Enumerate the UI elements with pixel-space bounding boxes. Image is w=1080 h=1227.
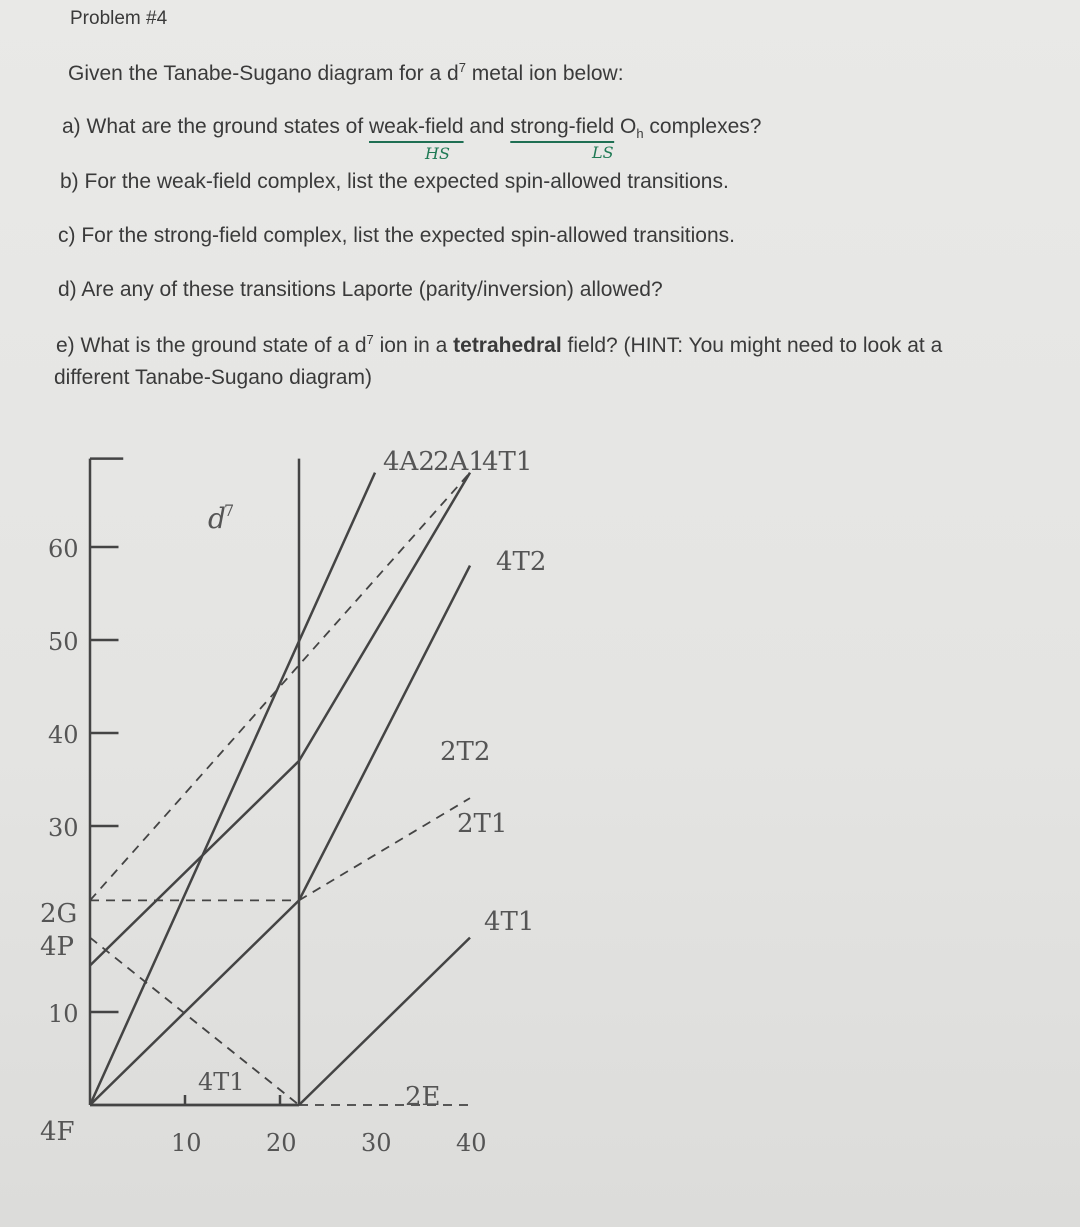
free-ion-4F: 4F bbox=[40, 1117, 75, 1147]
question-e-line2: different Tanabe-Sugano diagram) bbox=[54, 366, 372, 389]
x-tick-label-10: 10 bbox=[171, 1129, 202, 1157]
y-tick-label-50: 50 bbox=[48, 628, 79, 656]
strong-field-handwritten-note: LS bbox=[592, 143, 614, 162]
question-d: d) Are any of these transitions Laporte (parity/inversion) allowed? bbox=[58, 278, 663, 301]
series-6-seg-0 bbox=[90, 473, 470, 901]
free-ion-2G: 2G bbox=[40, 899, 78, 929]
qa-mid: and bbox=[463, 115, 511, 138]
intro-prefix: Given the Tanabe-Sugano diagram for a d bbox=[68, 62, 459, 85]
question-c: c) For the strong-field complex, list the expected spin-allowed transitions. bbox=[58, 224, 735, 247]
qa-suffix: complexes? bbox=[643, 115, 762, 138]
intro-sup: 7 bbox=[458, 60, 466, 75]
qe-bold: tetrahedral bbox=[453, 334, 562, 357]
qa-strong-field: strong-field bbox=[510, 115, 615, 138]
qa-prefix: a) What are the ground states of bbox=[62, 115, 370, 138]
chart-title-sup: 7 bbox=[224, 501, 235, 520]
qe-mid: ion in a bbox=[373, 334, 454, 357]
series-4-seg-0 bbox=[90, 473, 375, 1105]
x-tick-label-40: 40 bbox=[456, 1129, 487, 1157]
y-tick-label-60: 60 bbox=[48, 535, 79, 563]
intro-suffix: metal ion below: bbox=[465, 62, 624, 85]
qa-oh-sub: h bbox=[636, 126, 644, 142]
label-4T2: 4T2 bbox=[496, 547, 547, 577]
label-4T1-lower: 4T1 bbox=[198, 1068, 245, 1096]
series-7-seg-0 bbox=[299, 938, 470, 1105]
qe-sup: 7 bbox=[366, 332, 374, 347]
chart-title: d bbox=[208, 502, 226, 535]
problem-title: Problem #4 bbox=[70, 8, 168, 29]
x-tick-label-20: 20 bbox=[266, 1129, 297, 1157]
label-2T1: 2T1 bbox=[457, 809, 508, 839]
free-ion-4P: 4P bbox=[40, 932, 75, 962]
label-2A1: 2A1 bbox=[433, 447, 485, 477]
qa-weak-field: weak-field bbox=[369, 115, 464, 138]
x-tick-label-30: 30 bbox=[361, 1129, 392, 1157]
label-4T1-strong: 4T1 bbox=[484, 907, 535, 937]
qe-prefix: e) What is the ground state of a d bbox=[56, 334, 367, 357]
label-2E: 2E bbox=[405, 1082, 441, 1112]
weak-field-handwritten-note: HS bbox=[425, 144, 450, 163]
series-3-seg-0 bbox=[90, 900, 299, 1105]
series-2-seg-0 bbox=[90, 761, 299, 966]
label-4A2: 4A2 bbox=[383, 447, 435, 477]
question-b: b) For the weak-field complex, list the expected spin-allowed transitions. bbox=[60, 170, 729, 193]
y-tick-label-40: 40 bbox=[48, 721, 79, 749]
y-tick-label-30: 30 bbox=[48, 814, 79, 842]
y-tick-label-10: 10 bbox=[48, 1000, 79, 1028]
series-1-seg-0 bbox=[90, 938, 299, 1105]
label-2T2: 2T2 bbox=[440, 737, 491, 767]
qe-suffix: field? (HINT: You might need to look at a bbox=[561, 334, 943, 357]
qa-oh: O bbox=[614, 115, 637, 138]
label-4T1-top: 4T1 bbox=[482, 447, 533, 477]
